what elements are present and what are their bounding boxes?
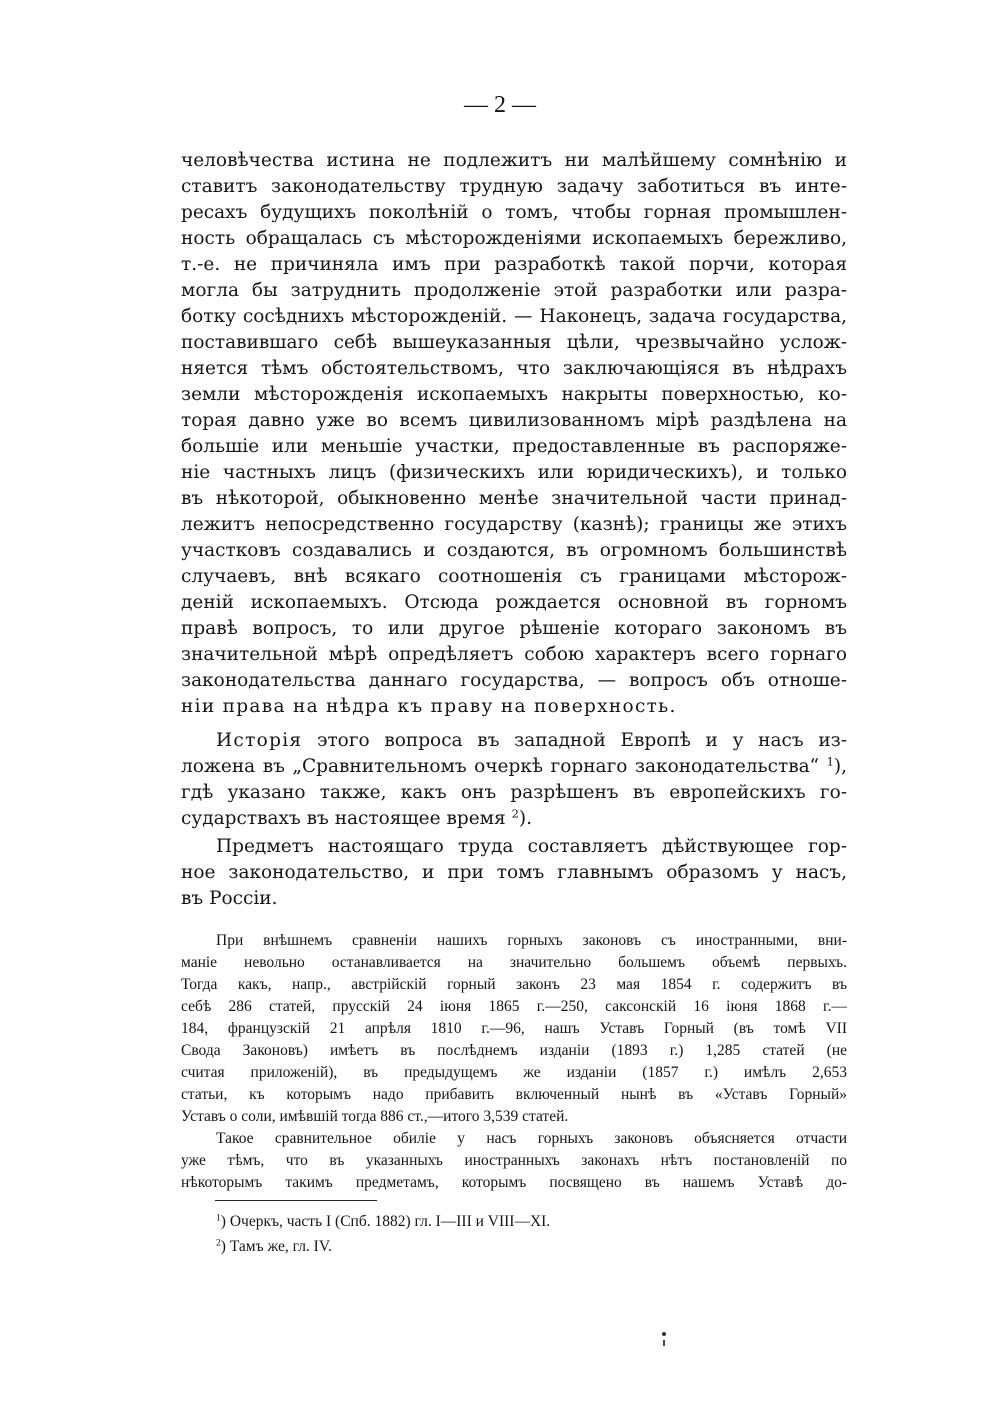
body-line: ность обращалась съ мѣсторожденіями ископаемыхъ бережливо, [181, 228, 847, 249]
note-line: уже тѣмъ, что въ указанныхъ иностранныхъ законахъ нѣтъ постановленій по [181, 1152, 847, 1169]
body-line: ресахъ будущихъ поколѣній о томъ, чтобы горная промышлен- [181, 202, 847, 223]
footnote-mark: 1 [216, 1212, 221, 1224]
note-line: При внѣшнемъ сравненіи нашихъ горныхъ законовъ съ иностранными, вни- [216, 932, 847, 949]
body-line: Предметъ настоящаго труда составляетъ дѣйствующее гор- [216, 836, 847, 857]
body-line: торая давно уже во всемъ цивилизованномъ мірѣ раздѣлена на [181, 410, 847, 431]
body-line: законодательства даннаго государства, — вопросъ объ отноше- [181, 670, 847, 691]
footnote-text: ) Очеркъ, часть I (Спб. 1882) гл. I—III и VIII—XI. [220, 1213, 551, 1230]
body-line: ботку сосѣднихъ мѣсторожденій. — Наконецъ, задача государства, [181, 306, 847, 327]
body-line: поставившаго себѣ вышеуказанныя цѣли, чрезвычайно услож- [181, 332, 847, 353]
spaced-word: Исторія [216, 730, 303, 751]
note-line: Такое сравнительное обиліе у насъ горныхъ законовъ объясняется отчасти [216, 1130, 847, 1147]
body-line: ное законодательство, и при томъ главнымъ образомъ у насъ, [181, 862, 847, 883]
footnote-ref: 2 [511, 806, 519, 821]
footnote-ref: 1 [826, 754, 834, 769]
body-line: правѣ вопросъ, то или другое рѣшеніе котораго закономъ въ [181, 618, 847, 639]
note-line: нѣкоторымъ такимъ предметамъ, которымъ посвящено въ нашемъ Уставѣ до- [181, 1174, 847, 1191]
body-text: ), [833, 756, 847, 777]
body-line: ставитъ законодательству трудную задачу заботиться въ инте- [181, 176, 847, 197]
note-line: Свода Законовъ) имѣетъ въ послѣднемъ изданіи (1893 г.) 1,285 статей (не [181, 1042, 847, 1059]
footnote-separator [215, 1200, 377, 1201]
body-line: значительной мѣрѣ опредѣляетъ собою характеръ всего горнаго [181, 644, 847, 665]
body-line: въ Россіи. [181, 888, 278, 909]
body-line: участковъ создавались и создаются, въ огромномъ большинствѣ [181, 540, 847, 561]
body-line: деній ископаемыхъ. Отсюда рождается основной въ горномъ [181, 592, 847, 613]
ink-speck [662, 1332, 666, 1336]
footnote-2 [216, 1235, 332, 1259]
body-line: ніи права на нѣдра къ праву на поверхность. [181, 696, 677, 717]
body-text: этого вопроса въ западной Европѣ и у насъ из- [302, 730, 847, 751]
body-line [181, 806, 847, 832]
footnote-text: ) Тамъ же, гл. IV. [220, 1238, 332, 1255]
note-line: Уставъ о соли, имѣвшій тогда 886 ст.,—итого 3,539 статей. [181, 1108, 569, 1125]
body-line [181, 754, 847, 780]
note-line: маніе невольно останавливается на значительно большемъ объемѣ первыхъ. [181, 954, 847, 971]
note-line: статьи, къ которымъ надо прибавить включенный нынѣ въ «Уставъ Горный» [181, 1086, 847, 1103]
body-line: случаевъ, внѣ всякаго соотношенія съ границами мѣсторож- [181, 566, 847, 587]
footnote-mark: 2 [216, 1237, 221, 1249]
body-line: человѣчества истина не подлежитъ ни малѣйшему сомнѣнію и [181, 150, 847, 171]
body-line [181, 728, 847, 754]
body-text: ложена въ „Сравнительномъ очеркѣ горнаго законодательства“ [181, 756, 827, 777]
footnote-1 [216, 1210, 550, 1234]
body-line: т.-е. не причиняла имъ при разработкѣ такой порчи, которая [181, 254, 847, 275]
page-number: — 2 — [464, 92, 536, 118]
body-line: могла бы затруднить продолженіе этой разработки или разра- [181, 280, 847, 301]
body-line: няется тѣмъ обстоятельствомъ, что заключающіяся въ нѣдрахъ [181, 358, 847, 379]
note-line: считая приложеній), въ предыдущемъ же изданіи (1857 г.) имѣлъ 2,653 [181, 1064, 847, 1081]
body-text: ). [518, 808, 532, 829]
body-line: земли мѣсторожденія ископаемыхъ накрыты поверхностью, ко- [181, 384, 847, 405]
body-line: ніе частныхъ лицъ (физическихъ или юридическихъ), и только [181, 462, 847, 483]
body-text: сударствахъ въ настоящее время [181, 808, 512, 829]
ink-speck [663, 1340, 665, 1346]
body-line: лежитъ непосредственно государству (казнѣ); границы же этихъ [181, 514, 847, 535]
note-line: 184, французскій 21 апрѣля 1810 г.—96, нашъ Уставъ Горный (въ томѣ VII [181, 1020, 847, 1037]
body-line: въ нѣкоторой, обыкновенно менѣе значительной части принад- [181, 488, 847, 509]
note-line: Тогда какъ, напр., австрійскій горный законъ 23 мая 1854 г. содержитъ въ [181, 976, 847, 993]
body-line: гдѣ указано также, какъ онъ разрѣшенъ въ европейскихъ го- [181, 782, 847, 803]
body-line: большіе или меньшіе участки, предоставленные въ распоряже- [181, 436, 847, 457]
note-line: себѣ 286 статей, прусскій 24 іюня 1865 г.—250, саксонскій 16 іюня 1868 г.— [181, 998, 847, 1015]
